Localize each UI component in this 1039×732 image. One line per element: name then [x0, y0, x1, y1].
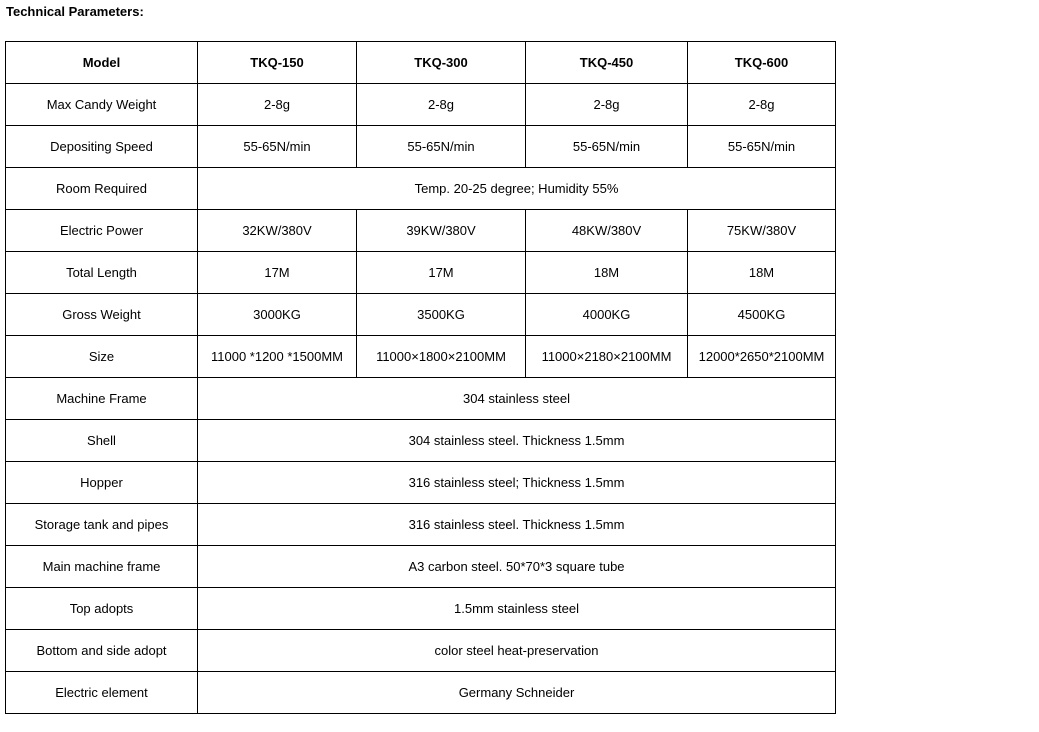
table-row [6, 462, 836, 504]
table-cell: 48KW/380V [526, 210, 688, 252]
merged-cell: 316 stainless steel; Thickness 1.5mm [198, 462, 836, 504]
row-label: Depositing Speed [6, 126, 198, 168]
table-cell: 2-8g [688, 84, 836, 126]
table-cell: 32KW/380V [198, 210, 357, 252]
table-cell: 12000*2650*2100MM [688, 336, 836, 378]
table-row [6, 294, 836, 336]
technical-parameters-table [5, 41, 836, 714]
table-row [6, 504, 836, 546]
table-cell: 18M [688, 252, 836, 294]
table-cell: 55-65N/min [198, 126, 357, 168]
header-tkq-600: TKQ-600 [688, 42, 836, 84]
table-header-row [6, 42, 836, 84]
row-label: Shell [6, 420, 198, 462]
table-row [6, 672, 836, 714]
table-cell: 11000×1800×2100MM [357, 336, 526, 378]
table-cell: 55-65N/min [688, 126, 836, 168]
table-cell: 4000KG [526, 294, 688, 336]
row-label: Gross Weight [6, 294, 198, 336]
table-cell: 11000×2180×2100MM [526, 336, 688, 378]
table-cell: 2-8g [526, 84, 688, 126]
row-label: Total Length [6, 252, 198, 294]
table-cell: 3000KG [198, 294, 357, 336]
table-row [6, 336, 836, 378]
table-row [6, 126, 836, 168]
table-cell: 4500KG [688, 294, 836, 336]
header-tkq-450: TKQ-450 [526, 42, 688, 84]
merged-cell: 1.5mm stainless steel [198, 588, 836, 630]
table-cell: 55-65N/min [357, 126, 526, 168]
merged-cell: color steel heat-preservation [198, 630, 836, 672]
table-cell: 17M [357, 252, 526, 294]
table-row [6, 84, 836, 126]
row-label: Max Candy Weight [6, 84, 198, 126]
table-row [6, 210, 836, 252]
table-row [6, 588, 836, 630]
table-cell: 17M [198, 252, 357, 294]
row-label: Top adopts [6, 588, 198, 630]
table-cell: 2-8g [198, 84, 357, 126]
row-label: Bottom and side adopt [6, 630, 198, 672]
row-label: Hopper [6, 462, 198, 504]
header-model: Model [6, 42, 198, 84]
table-row [6, 546, 836, 588]
table-cell: 39KW/380V [357, 210, 526, 252]
merged-cell: Temp. 20-25 degree; Humidity 55% [198, 168, 836, 210]
merged-cell: 316 stainless steel. Thickness 1.5mm [198, 504, 836, 546]
table-row [6, 168, 836, 210]
header-tkq-150: TKQ-150 [198, 42, 357, 84]
table-row [6, 252, 836, 294]
table-row [6, 630, 836, 672]
header-tkq-300: TKQ-300 [357, 42, 526, 84]
table-cell: 11000 *1200 *1500MM [198, 336, 357, 378]
merged-cell: 304 stainless steel [198, 378, 836, 420]
table-row [6, 420, 836, 462]
table-cell: 55-65N/min [526, 126, 688, 168]
merged-cell: A3 carbon steel. 50*70*3 square tube [198, 546, 836, 588]
row-label: Machine Frame [6, 378, 198, 420]
table-cell: 3500KG [357, 294, 526, 336]
row-label: Main machine frame [6, 546, 198, 588]
table-cell: 18M [526, 252, 688, 294]
row-label: Size [6, 336, 198, 378]
merged-cell: 304 stainless steel. Thickness 1.5mm [198, 420, 836, 462]
table-cell: 75KW/380V [688, 210, 836, 252]
row-label: Electric Power [6, 210, 198, 252]
table-cell: 2-8g [357, 84, 526, 126]
row-label: Room Required [6, 168, 198, 210]
table-row [6, 378, 836, 420]
page-heading: Technical Parameters: [6, 4, 144, 19]
row-label: Electric element [6, 672, 198, 714]
merged-cell: Germany Schneider [198, 672, 836, 714]
row-label: Storage tank and pipes [6, 504, 198, 546]
